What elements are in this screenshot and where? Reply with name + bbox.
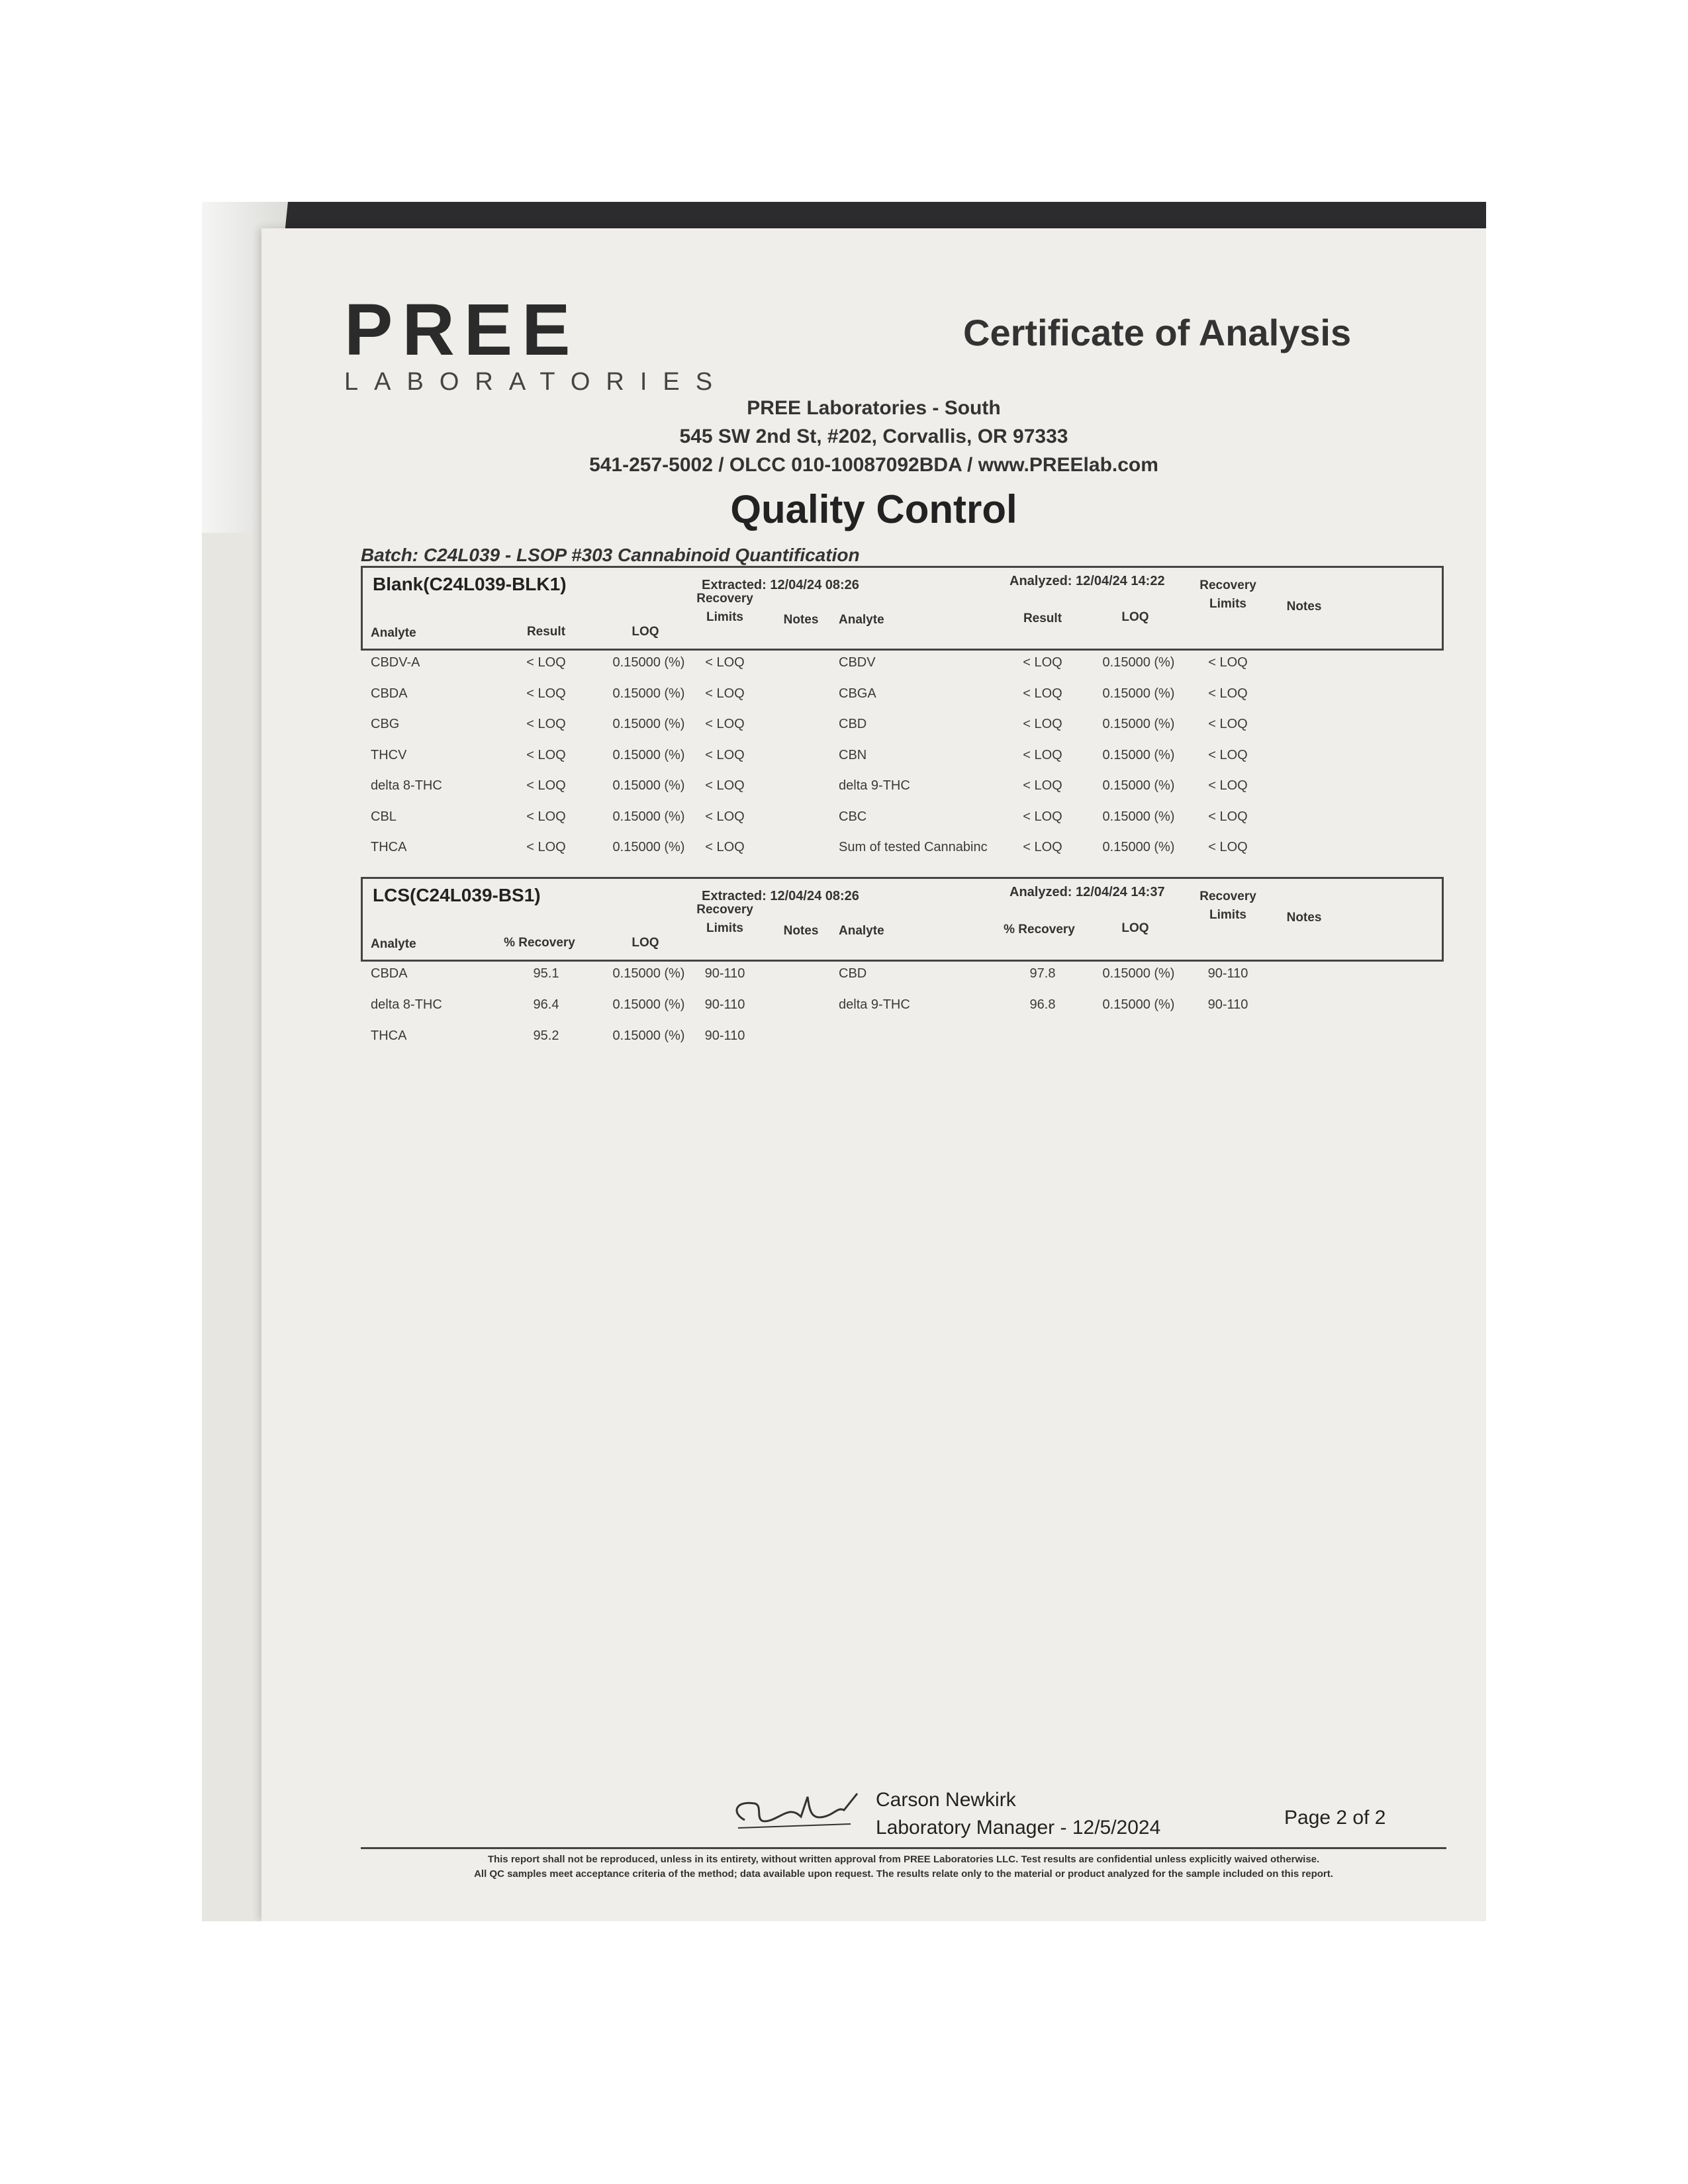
blank-left-row-loq: 0.15000 (%) [612,717,685,731]
blank-right-row-analyte: CBC [839,809,867,824]
lcs-right-row-analyte: delta 9-THC [839,997,910,1012]
signatory-title: Laboratory Manager - 12/5/2024 [876,1817,1161,1839]
lcs-extracted: Extracted: 12/04/24 08:26 [702,889,859,903]
blank-hdr-limits-left: Limits [706,610,743,624]
blank-left-row-result: < LOQ [526,778,566,793]
blank-left-row-result: < LOQ [526,809,566,824]
blank-right-row-limits: < LOQ [1208,717,1248,731]
blank-right-row-analyte: CBGA [839,686,876,701]
blank-right-row-limits: < LOQ [1208,747,1248,762]
blank-right-row-result: < LOQ [1023,778,1062,793]
lcs-right-row-limits: 90-110 [1207,997,1248,1012]
blank-hdr-analyte-left: Analyte [371,626,416,640]
blank-right-row-result: < LOQ [1023,809,1062,824]
blank-right-row-analyte: CBN [839,747,867,762]
batch-label: Batch: C24L039 - LSOP #303 Cannabinoid Quantification [361,545,860,565]
blank-right-row-loq: 0.15000 (%) [1102,686,1175,701]
blank-right-row-limits: < LOQ [1208,655,1248,670]
lcs-hdr-limits-right: Limits [1209,908,1246,922]
page-number: Page 2 of 2 [1284,1807,1386,1829]
blank-left-row-analyte: CBL [371,809,397,824]
blank-right-row-loq: 0.15000 (%) [1102,655,1175,670]
blank-left-row-loq: 0.15000 (%) [612,809,685,824]
blank-right-row-limits: < LOQ [1208,809,1248,824]
lcs-left-row-loq: 0.15000 (%) [612,997,685,1012]
blank-hdr-loq-right: LOQ [1121,610,1149,624]
blank-hdr-limits-right: Limits [1209,597,1246,611]
blank-left-row-limits: < LOQ [705,747,745,762]
lcs-right-row-result: 97.8 [1029,966,1056,981]
lcs-left-row-result: 96.4 [533,997,559,1012]
blank-right-row-limits: < LOQ [1208,840,1248,854]
blank-left-row-result: < LOQ [526,655,566,670]
lcs-left-row-analyte: CBDA [371,966,408,981]
blank-left-row-analyte: delta 8-THC [371,778,442,793]
blank-left-row-result: < LOQ [526,840,566,854]
document-title: Certificate of Analysis [963,312,1352,353]
lcs-title: LCS(C24L039-BS1) [373,885,541,905]
blank-right-row-analyte: delta 9-THC [839,778,910,793]
blank-hdr-result-right: Result [1023,612,1062,625]
document-photo [202,202,1486,1921]
lcs-hdr-result-left: % Recovery [504,936,575,950]
blank-hdr-notes-right: Notes [1286,600,1322,614]
blank-title: Blank(C24L039-BLK1) [373,574,567,594]
lcs-left-row-analyte: THCA [371,1028,407,1043]
logo-subtitle: LABORATORIES [344,368,729,396]
blank-left-row-loq: 0.15000 (%) [612,840,685,854]
disclaimer-line-2: All QC samples meet acceptance criteria of the method; data available upon request. The results relate only to the material or product analyzed for the sample included on this report. [474,1868,1333,1880]
blank-right-row-loq: 0.15000 (%) [1102,717,1175,731]
lcs-left-row-loq: 0.15000 (%) [612,966,685,981]
lcs-hdr-analyte-right: Analyte [839,924,884,938]
blank-right-row-result: < LOQ [1023,747,1062,762]
signature-mark [725,1780,870,1840]
lcs-hdr-loq-right: LOQ [1121,921,1149,935]
lcs-right-row-result: 96.8 [1029,997,1056,1012]
blank-right-row-result: < LOQ [1023,717,1062,731]
footer-rule [361,1847,1446,1849]
logo-wordmark: PREE [344,289,580,371]
blank-extracted: Extracted: 12/04/24 08:26 [702,578,859,592]
blank-right-row-limits: < LOQ [1208,778,1248,793]
blank-left-row-loq: 0.15000 (%) [612,747,685,762]
blank-right-row-loq: 0.15000 (%) [1102,809,1175,824]
paper-page [261,228,1486,1921]
blank-hdr-recovery-right: Recovery [1199,578,1256,592]
lcs-hdr-result-right: % Recovery [1004,923,1075,936]
blank-hdr-recovery-left: Recovery [696,592,753,606]
blank-right-row-result: < LOQ [1023,840,1062,854]
blank-hdr-loq-left: LOQ [632,625,659,639]
lcs-left-row-result: 95.1 [533,966,559,981]
lcs-left-row-loq: 0.15000 (%) [612,1028,685,1043]
lcs-left-row-analyte: delta 8-THC [371,997,442,1012]
lcs-hdr-notes-right: Notes [1286,911,1322,925]
blank-right-row-analyte: Sum of tested Cannabinc [839,840,988,854]
blank-left-row-analyte: CBDA [371,686,408,701]
blank-left-row-analyte: CBDV-A [371,655,420,670]
blank-left-row-limits: < LOQ [705,778,745,793]
blank-hdr-notes-left: Notes [783,613,819,627]
blank-hdr-result-left: Result [526,625,566,639]
lcs-hdr-notes-left: Notes [783,924,819,938]
disclaimer-line-1: This report shall not be reproduced, unless in its entirety, without written approval from PREE Laboratories LLC. Test results are confidential unless explicitly waived otherwise. [487,1854,1320,1865]
lcs-right-row-loq: 0.15000 (%) [1102,966,1175,981]
blank-left-row-analyte: CBG [371,717,400,731]
blank-left-row-result: < LOQ [526,686,566,701]
blank-left-row-limits: < LOQ [705,717,745,731]
lcs-left-row-limits: 90-110 [704,1028,745,1043]
blank-left-row-loq: 0.15000 (%) [612,778,685,793]
blank-left-row-limits: < LOQ [705,686,745,701]
blank-right-row-result: < LOQ [1023,686,1062,701]
lcs-right-row-analyte: CBD [839,966,867,981]
blank-right-row-analyte: CBD [839,717,867,731]
blank-left-row-loq: 0.15000 (%) [612,686,685,701]
blank-left-row-result: < LOQ [526,717,566,731]
blank-right-row-result: < LOQ [1023,655,1062,670]
blank-left-row-limits: < LOQ [705,655,745,670]
blank-right-row-loq: 0.15000 (%) [1102,840,1175,854]
lcs-hdr-recovery-right: Recovery [1199,889,1256,903]
blank-left-row-result: < LOQ [526,747,566,762]
lcs-left-row-result: 95.2 [533,1028,559,1043]
lab-contact: 541-257-5002 / OLCC 010-10087092BDA / www.PREElab.com [589,454,1158,476]
lab-address: 545 SW 2nd St, #202, Corvallis, OR 97333 [679,426,1068,447]
lcs-left-row-limits: 90-110 [704,966,745,981]
signatory-name: Carson Newkirk [876,1789,1016,1811]
blank-right-row-analyte: CBDV [839,655,876,670]
lcs-hdr-limits-left: Limits [706,921,743,935]
blank-analyzed: Analyzed: 12/04/24 14:22 [1009,574,1165,588]
lab-logo [344,288,728,396]
lcs-right-row-loq: 0.15000 (%) [1102,997,1175,1012]
blank-left-row-limits: < LOQ [705,809,745,824]
lcs-hdr-loq-left: LOQ [632,936,659,950]
lcs-right-row-limits: 90-110 [1207,966,1248,981]
lcs-analyzed: Analyzed: 12/04/24 14:37 [1009,885,1165,899]
blank-left-row-analyte: THCV [371,747,407,762]
lcs-hdr-recovery-left: Recovery [696,903,753,917]
blank-right-row-loq: 0.15000 (%) [1102,778,1175,793]
blank-right-row-loq: 0.15000 (%) [1102,747,1175,762]
blank-left-row-loq: 0.15000 (%) [612,655,685,670]
blank-left-row-analyte: THCA [371,840,407,854]
section-title: Quality Control [730,487,1017,531]
lcs-left-row-limits: 90-110 [704,997,745,1012]
blank-right-row-limits: < LOQ [1208,686,1248,701]
blank-hdr-analyte-right: Analyte [839,613,884,627]
lab-name: PREE Laboratories - South [747,397,1001,419]
lcs-hdr-analyte-left: Analyte [371,937,416,951]
blank-left-row-limits: < LOQ [705,840,745,854]
